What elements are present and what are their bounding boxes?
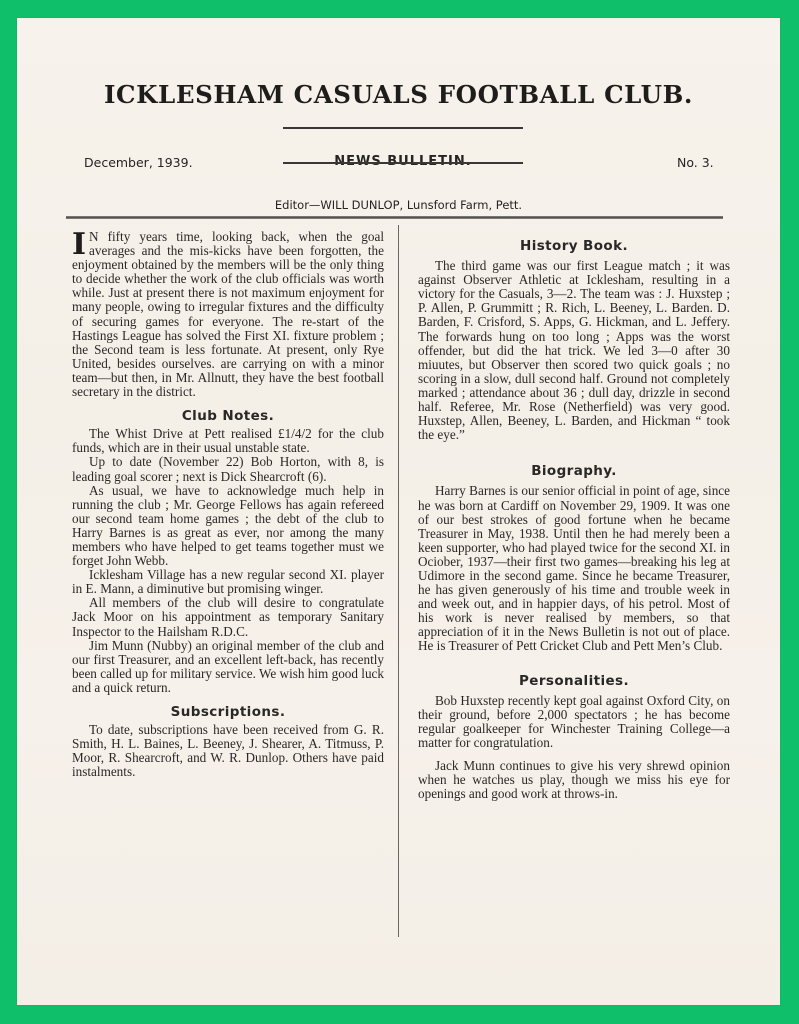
club-note-paragraph: The Whist Drive at Pett realised £1/4/2 for the club funds, which are in their usual unstable state. — [72, 426, 384, 456]
title-rule-top — [283, 127, 523, 129]
title-rule-bottom — [283, 162, 523, 164]
club-note-paragraph: Icklesham Village has a new regular second XI. player in E. Mann, a diminutive but promising winger. — [72, 567, 384, 597]
right-column — [418, 232, 730, 801]
personalities-paragraph: Jack Munn continues to give his very shrewd opinion when he watches us play, though we miss his eye for openings and good work at throws-in. — [418, 758, 730, 802]
issue-date: December, 1939. — [84, 155, 193, 170]
header-divider-rule — [66, 216, 723, 219]
issue-number: No. 3. — [677, 155, 714, 170]
history-book-paragraph: The third game was our first League match ; it was against Observer Athletic at Icklesham, resulting in a victory for the Casuals, 3—2. The team was : J. Huxstep ; P. Allen, P. Grummitt ; R. Rich, L. Beeney, L. Barden. D. Barden, F. Crisford, S. Apps, G. Hickman, and L. Jeffery. The forwards hung on too long ; Apps was the worst offender, but did the hat trick. We led 3—0 after 30 miuutes, but Observer then scored two quick goals ; no scoring in a slow, dull second half. Ground not completely marked ; attendance about 36 ; dull day, drizzle in second half. Referee, Mr. Rose (Netherfield) was very good. Huxstep, Allen, Beeney, L. Barden, and Hickman “ took the eye.” — [418, 258, 730, 443]
left-column — [72, 227, 384, 780]
subscriptions-heading: Subscriptions. — [170, 704, 286, 720]
club-note-paragraph: As usual, we have to acknowledge much help in running the club ; Mr. George Fellows has again refereed our second team home games ; the debt of the club to Harry Barnes is as great as ever, nor among the many members who have helped to get teams together must we forget John Webb. — [72, 482, 384, 569]
club-note-paragraph: Jim Munn (Nubby) an original member of the club and our first Treasurer, and an excellent left-back, has recently been called up for military service. We wish him good luck and a quick return. — [72, 637, 384, 695]
club-note-paragraph: Up to date (November 22) Bob Horton, with 8, is leading goal scorer ; next is Dick Shearcroft (6). — [72, 454, 384, 484]
editor-line: Editor—WILL DUNLOP, Lunsford Farm, Pett. — [274, 198, 523, 212]
history-book-heading: History Book. — [520, 238, 628, 254]
biography-paragraph: Harry Barnes is our senior official in point of age, since he was born at Cardiff on November 29, 1909. It was one of our best strokes of good fortune when he became Treasurer in May, 1938. Until then he had merely been a keen supporter, who had played twice for the second XI. in Ociober, 1937—their first two games—breaking his leg at Udimore in the second game. Since he became Treasurer, he has given generously of his time and trouble week in and week out, and in happier days, of his petrol. Most of his work is never realised by members, so that appreciation of it in the News Bulletin is not out of place. He is Treasurer of Pett Cricket Club and Pett Men’s Club. — [418, 483, 730, 654]
personalities-paragraph: Bob Huxstep recently kept goal against Oxford City, on their ground, before 2,000 spectators ; he has become regular goalkeeper for Winchester Training College—a matter for congratulation. — [418, 692, 730, 750]
subscriptions-paragraph: To date, subscriptions have been received from G. R. Smith, H. L. Baines, L. Beeney, J. Shearer, A. Titmuss, P. Moor, R. Shearcroft, and W. R. Dunlop. Others have paid instalments. — [72, 722, 384, 780]
personalities-heading: Personalities. — [519, 672, 629, 689]
intro-text: N fifty years time, looking back, when the goal averages and the mis-kicks have been forgotten, the enjoyment obtained by the members will be the only thing to decide whether the work of the club officials was worth while. Just at present there is not maximum enjoyment for many people, owing to irregular fixtures and the difficulty of securing games for everyone. The re-start of the Hastings League has solved the First XI. fixture problem ; the Second team is less fortunate. At present, only Rye United, besides ourselves. are carrying on with a minor team—but then, in Mr. Allnutt, they have the best football secretary in the district. — [72, 229, 384, 400]
drop-cap: I — [72, 227, 87, 262]
column-divider — [398, 225, 399, 937]
intro-paragraph — [72, 227, 384, 400]
masthead-title: ICKLESHAM CASUALS FOOTBALL CLUB. — [103, 80, 694, 109]
club-notes-heading: Club Notes. — [181, 408, 275, 425]
club-note-paragraph: All members of the club will desire to congratulate Jack Moor on his appointment as temporary Sanitary Inspector to the Hailsham R.D.C. — [72, 595, 384, 639]
bulletin-page — [17, 18, 780, 1005]
biography-heading: Biography. — [531, 463, 617, 480]
